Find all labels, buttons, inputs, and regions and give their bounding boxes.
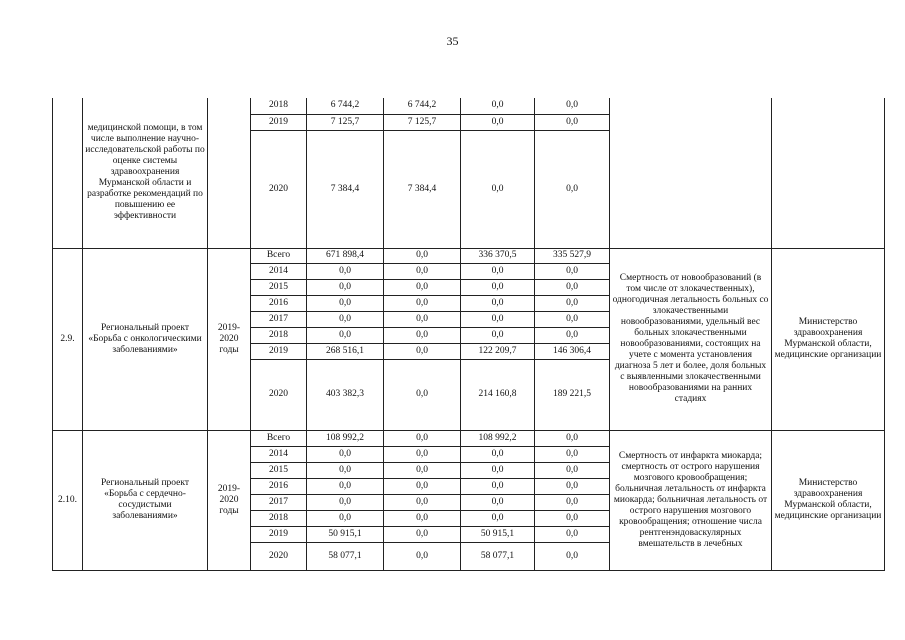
year-cell: 2019	[251, 526, 307, 542]
col3-cell: 0,0	[535, 462, 610, 478]
table-row	[53, 98, 885, 114]
col3-cell: 0,0	[535, 114, 610, 130]
col1-cell: 0,0	[384, 494, 461, 510]
col3-cell: 0,0	[535, 542, 610, 570]
year-cell: 2015	[251, 279, 307, 295]
year-cell: 2019	[251, 114, 307, 130]
year-cell: 2018	[251, 510, 307, 526]
event-description: медицинской помощи, в том числе выполнение научно-исследовательской работы по оценке системы здравоохранения Мурманской области и разработке рекомендаций по повышению ее эффективности	[83, 98, 208, 248]
col1-cell: 0,0	[384, 478, 461, 494]
col2-cell: 0,0	[461, 327, 535, 343]
col3-cell: 0,0	[535, 526, 610, 542]
total-cell: 0,0	[307, 263, 384, 279]
indicator-cell	[610, 98, 772, 248]
col1-cell: 0,0	[384, 446, 461, 462]
col2-cell: 0,0	[461, 279, 535, 295]
col1-cell: 0,0	[384, 311, 461, 327]
year-cell: 2018	[251, 98, 307, 114]
col3-cell: 0,0	[535, 478, 610, 494]
executor-cell: Министерство здравоохранения Мурманской области, медицинские организации	[772, 430, 885, 570]
col2-cell: 214 160,8	[461, 359, 535, 430]
col2-cell: 0,0	[461, 446, 535, 462]
year-cell: 2014	[251, 446, 307, 462]
indicator-cell: Смертность от новообразований (в том числе от злокачественных), одногодичная летальность больных со злокачественными новообразованиями, удельный вес больных злокачественными новообразованиями, состоящих на учете с момента установления диагноза 5 лет и более, доля больных с выявленными злокачественными новообразованиями на ранних стадиях	[610, 248, 772, 430]
col1-cell: 0,0	[384, 327, 461, 343]
page-number: 35	[446, 34, 459, 48]
year-cell: 2020	[251, 130, 307, 248]
total-cell: 6 744,2	[307, 98, 384, 114]
col1-cell: 0,0	[384, 542, 461, 570]
total-cell: 7 125,7	[307, 114, 384, 130]
col3-cell: 0,0	[535, 311, 610, 327]
col3-cell: 0,0	[535, 430, 610, 446]
total-cell: 50 915,1	[307, 526, 384, 542]
col3-cell: 0,0	[535, 130, 610, 248]
col3-cell: 0,0	[535, 446, 610, 462]
col3-cell: 0,0	[535, 279, 610, 295]
col1-cell: 0,0	[384, 248, 461, 263]
year-cell: 2014	[251, 263, 307, 279]
col2-cell: 50 915,1	[461, 526, 535, 542]
total-cell: 403 382,3	[307, 359, 384, 430]
col2-cell: 0,0	[461, 494, 535, 510]
col2-cell: 0,0	[461, 98, 535, 114]
year-cell: 2017	[251, 311, 307, 327]
row-number-cell: 2.9.	[53, 248, 83, 430]
col2-cell: 0,0	[461, 263, 535, 279]
col3-cell: 0,0	[535, 494, 610, 510]
col3-cell: 0,0	[535, 98, 610, 114]
col3-cell: 0,0	[535, 295, 610, 311]
indicator-cell: Смертность от инфаркта миокарда; смертность от острого нарушения мозгового кровообращения; больничная летальность от инфаркта миокарда; больничная летальность от острого нарушения мозгового кровообращения; отношение числа рентгенэндоваскулярных вмешательств в лечебных	[610, 430, 772, 570]
col1-cell: 0,0	[384, 279, 461, 295]
total-cell: 0,0	[307, 327, 384, 343]
row-number-cell	[53, 98, 83, 248]
total-cell: 268 516,1	[307, 343, 384, 359]
total-cell: 0,0	[307, 446, 384, 462]
total-cell: 0,0	[307, 295, 384, 311]
col1-cell: 0,0	[384, 295, 461, 311]
executor-cell: Министерство здравоохранения Мурманской области, медицинские организации	[772, 248, 885, 430]
year-cell: 2019	[251, 343, 307, 359]
total-cell: 0,0	[307, 311, 384, 327]
col3-cell: 189 221,5	[535, 359, 610, 430]
col3-cell: 0,0	[535, 510, 610, 526]
col1-cell: 0,0	[384, 263, 461, 279]
total-cell: 0,0	[307, 510, 384, 526]
period-cell: 2019-2020 годы	[208, 248, 251, 430]
total-cell: 671 898,4	[307, 248, 384, 263]
executor-cell	[772, 98, 885, 248]
year-cell: 2015	[251, 462, 307, 478]
col1-cell: 7 125,7	[384, 114, 461, 130]
col1-cell: 0,0	[384, 526, 461, 542]
col2-cell: 108 992,2	[461, 430, 535, 446]
col2-cell: 0,0	[461, 295, 535, 311]
col2-cell: 336 370,5	[461, 248, 535, 263]
col1-cell: 0,0	[384, 430, 461, 446]
col1-cell: 0,0	[384, 343, 461, 359]
col3-cell: 335 527,9	[535, 248, 610, 263]
col2-cell: 0,0	[461, 114, 535, 130]
col3-cell: 0,0	[535, 327, 610, 343]
col2-cell: 58 077,1	[461, 542, 535, 570]
total-cell: 7 384,4	[307, 130, 384, 248]
col2-cell: 0,0	[461, 478, 535, 494]
period-cell: 2019-2020 годы	[208, 430, 251, 570]
col2-cell: 0,0	[461, 311, 535, 327]
year-cell: Всего	[251, 430, 307, 446]
row-number-cell: 2.10.	[53, 430, 83, 570]
table-row	[53, 430, 885, 446]
col2-cell: 0,0	[461, 462, 535, 478]
col1-cell: 0,0	[384, 359, 461, 430]
col2-cell: 122 209,7	[461, 343, 535, 359]
year-cell: 2016	[251, 295, 307, 311]
col2-cell: 0,0	[461, 130, 535, 248]
total-cell: 0,0	[307, 478, 384, 494]
table-row	[53, 248, 885, 263]
col1-cell: 0,0	[384, 462, 461, 478]
col2-cell: 0,0	[461, 510, 535, 526]
year-cell: 2017	[251, 494, 307, 510]
col1-cell: 7 384,4	[384, 130, 461, 248]
total-cell: 0,0	[307, 494, 384, 510]
project-name: Региональный проект «Борьба с сердечно-сосудистыми заболеваниями»	[83, 430, 208, 570]
year-cell: 2020	[251, 359, 307, 430]
total-cell: 58 077,1	[307, 542, 384, 570]
col1-cell: 6 744,2	[384, 98, 461, 114]
year-cell: Всего	[251, 248, 307, 263]
col1-cell: 0,0	[384, 510, 461, 526]
period-cell	[208, 98, 251, 248]
col3-cell: 146 306,4	[535, 343, 610, 359]
total-cell: 0,0	[307, 462, 384, 478]
total-cell: 0,0	[307, 279, 384, 295]
year-cell: 2020	[251, 542, 307, 570]
col3-cell: 0,0	[535, 263, 610, 279]
year-cell: 2016	[251, 478, 307, 494]
year-cell: 2018	[251, 327, 307, 343]
project-name: Региональный проект «Борьба с онкологическими заболеваниями»	[83, 248, 208, 430]
program-table	[52, 98, 885, 571]
total-cell: 108 992,2	[307, 430, 384, 446]
